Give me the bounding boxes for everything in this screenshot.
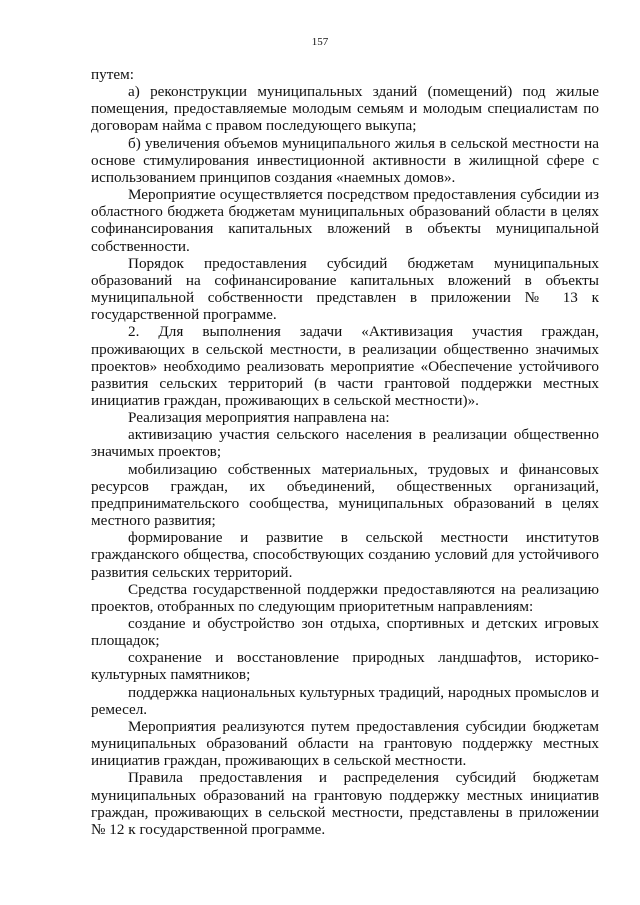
paragraph-implementation-aim: Реализация мероприятия направлена на: [128, 409, 390, 427]
paragraph-direction-landscapes: сохранение и восстановление природных ландшафтов, историко-культурных памятников; [91, 649, 599, 684]
paragraph-item-b: б) увеличения объемов муниципального жилья в сельской местности на основе стимулирования инвестиционной активности в жилищной сфере с использованием принципов создания «наемных домов». [91, 134, 599, 186]
paragraph-aim-formation: формирование и развитие в сельской местности институтов гражданского общества, способствующих созданию условий для устойчивого развития сельских территорий. [91, 529, 599, 581]
paragraph-rules-reference: Правила предоставления и распределения субсидий бюджетам муниципальных образований на грантовую поддержку местных инициатив граждан, проживающих в сельской местности, представлены в приложении № 12 к государственной программе. [91, 769, 599, 838]
paragraph-continuation: путем: [91, 66, 134, 83]
paragraph-state-support: Средства государственной поддержки предоставляются на реализацию проектов, отобранных по следующим приоритетным направлениям: [91, 580, 599, 615]
paragraph-task-2: 2. Для выполнения задачи «Активизация участия граждан, проживающих в сельской местности, в реализации общественно значимых проектов» необходимо реализовать мероприятие «Обеспечение устойчивого развития сельских территорий (в части грантовой поддержки местных инициатив граждан, проживающих в сельской местности)». [91, 323, 599, 409]
paragraph-measure-description: Мероприятие осуществляется посредством предоставления субсидии из областного бюджета бюджетам муниципальных образований области в целях софинансирования капитальных вложений в объекты муниципальной собственности. [91, 186, 599, 255]
page-number: 157 [311, 36, 329, 48]
paragraph-direction-traditions: поддержка национальных культурных традиций, народных промыслов и ремесел. [91, 683, 599, 718]
paragraph-aim-activation: активизацию участия сельского населения в реализации общественно значимых проектов; [91, 426, 599, 461]
paragraph-subsidy-procedure: Порядок предоставления субсидий бюджетам муниципальных образований на софинансирование капитальных вложений в объекты муниципальной собственности представлен в приложении № 13 к государственной программе. [91, 254, 599, 324]
paragraph-direction-recreation: создание и обустройство зон отдыха, спортивных и детских игровых площадок; [91, 615, 599, 650]
document-body [91, 66, 599, 838]
paragraph-item-a: а) реконструкции муниципальных зданий (помещений) под жилые помещения, предоставляемые молодым семьям и молодым специалистам по договорам найма с правом последующего выкупа; [91, 83, 599, 135]
paragraph-aim-mobilization: мобилизацию собственных материальных, трудовых и финансовых ресурсов граждан, их объединений, общественных организаций, предпринимательского сообщества, муниципальных образований в целях местного развития; [91, 460, 599, 530]
paragraph-measures-subsidy: Мероприятия реализуются путем предоставления субсидии бюджетам муниципальных образований области на грантовую поддержку местных инициатив граждан, проживающих в сельской местности. [91, 717, 599, 770]
